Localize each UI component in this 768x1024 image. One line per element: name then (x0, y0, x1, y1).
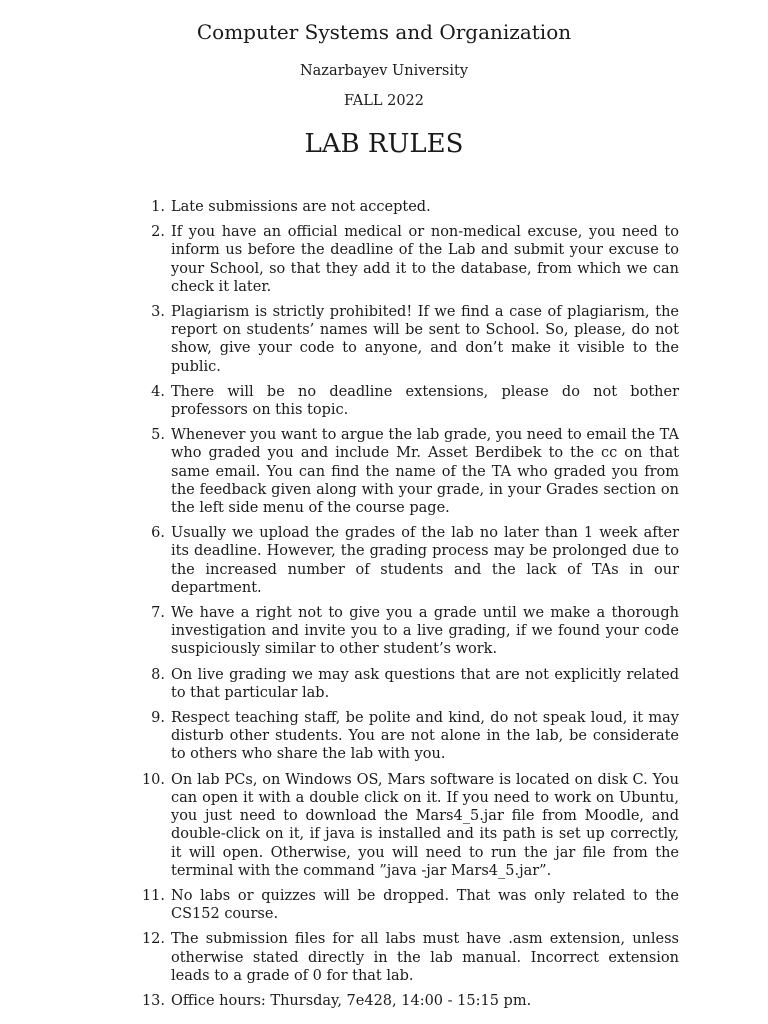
rule-item (141, 887, 679, 923)
rule-item (151, 303, 679, 376)
rules-list (141, 198, 679, 1017)
rule-number: 8. (151, 666, 165, 683)
rule-item (151, 426, 679, 517)
rule-number: 5. (151, 427, 165, 444)
semester-label: FALL 2022 (343, 93, 425, 109)
university-name: Nazarbayev University (299, 63, 469, 79)
rule-item (151, 198, 679, 216)
rule-text: Late submissions are not accepted. (171, 199, 431, 215)
rule-text: Office hours: Thursday, 7e428, 14:00 - 15:15 pm. (171, 992, 532, 1009)
rule-number: 3. (151, 304, 165, 321)
rule-number: 9. (151, 710, 165, 727)
course-title: Computer Systems and Organization (196, 20, 572, 44)
rule-number: 4. (151, 383, 165, 400)
rule-text: The submission files for all labs must have .asm extension, unless otherwise stated directly in the lab manual. Incorrect extension leads to a grade of 0 for that lab. (171, 931, 679, 984)
document-title: LAB RULES (304, 129, 464, 159)
rule-text: We have a right not to give you a grade until we make a thorough investigation and invite you to a live grading, if we found your code suspiciously similar to other student’s work. (171, 605, 679, 658)
rule-item (151, 604, 679, 659)
rule-text: On live grading we may ask questions that are not explicitly related to that particular lab. (171, 666, 679, 701)
rule-number: 12. (141, 931, 165, 948)
rule-number: 6. (151, 525, 165, 542)
rule-text: On lab PCs, on Windows OS, Mars software is located on disk C. You can open it with a double click on it. If you need to work on Ubuntu, you just need to download the Mars4_5.jar file from Moodle, and double-click on it, if java is installed and its path is set up correctly, it will open. Otherwise, you will need to run the jar file from the terminal with the command ”java -jar Mars4_5.jar”. (171, 771, 679, 879)
rule-item (151, 383, 679, 419)
rule-number: 1. (151, 199, 165, 215)
rule-text: Respect teaching staff, be polite and kind, do not speak loud, it may disturb other students. You are not alone in the lab, be considerate to others who share the lab with you. (171, 710, 679, 763)
rule-item (151, 223, 679, 296)
rule-text: Usually we upload the grades of the lab no later than 1 week after its deadline. However, the grading process may be prolonged due to the increased number of students and the lack of TAs in our department. (171, 525, 679, 596)
rule-number: 10. (141, 771, 165, 788)
rule-item (141, 992, 679, 1010)
rule-number: 2. (151, 224, 165, 241)
rule-item (151, 524, 679, 597)
rule-text: Whenever you want to argue the lab grade, you need to email the TA who graded you and include Mr. Asset Berdibek to the cc on that same email. You can find the name of the TA who graded you from the feedback given along with your grade, in your Grades section on the left side menu of the course page. (171, 427, 679, 517)
rule-item (141, 930, 679, 985)
rule-item (151, 666, 679, 702)
rule-text: No labs or quizzes will be dropped. That was only related to the CS152 course. (171, 887, 679, 923)
rule-text: There will be no deadline extensions, please do not bother professors on this topic. (171, 383, 679, 419)
rule-number: 7. (151, 605, 165, 622)
rule-text: Plagiarism is strictly prohibited! If we find a case of plagiarism, the report on students’ names will be sent to School. So, please, do not show, give your code to anyone, and don’t make it visible to the public. (171, 304, 679, 375)
rule-item (141, 771, 679, 880)
rule-text: If you have an official medical or non-medical excuse, you need to inform us before the deadline of the Lab and submit your excuse to your School, so that they add it to the database, from which we can check it later. (171, 224, 679, 295)
rule-number: 13. (141, 992, 165, 1009)
rule-number: 11. (141, 887, 165, 904)
rule-item (151, 709, 679, 764)
